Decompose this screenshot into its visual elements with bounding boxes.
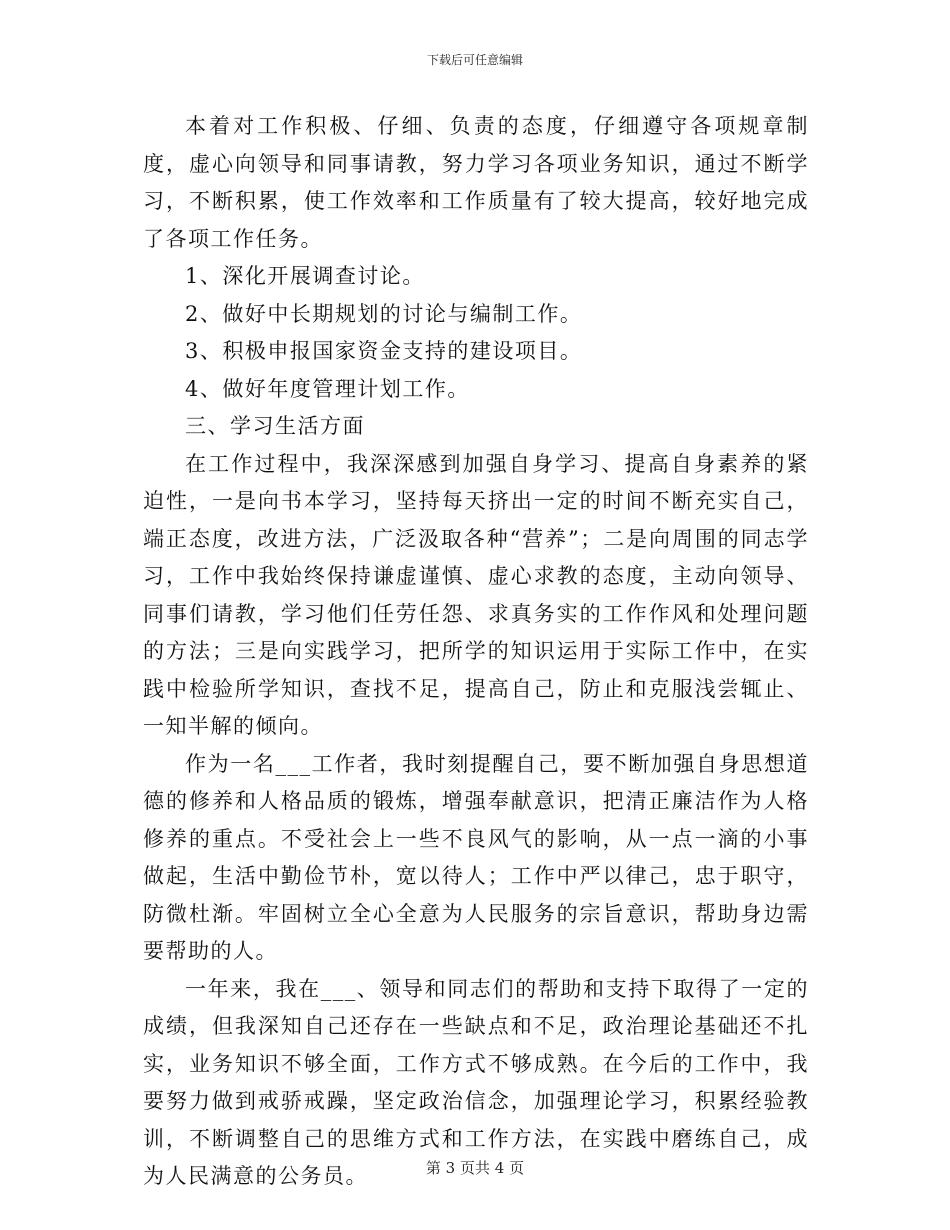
document-body — [143, 108, 809, 1196]
paragraph-ethics: 作为一名___工作者，我时刻提醒自己，要不断加强自身思想道德的修养和人格品质的锻炼，增强奉献意识，把清正廉洁作为人格修养的重点。不受社会上一些不良风气的影响，从一点一滴的小事做起，生活中勤俭节朴，宽以待人；工作中严以律己，忠于职守，防微杜渐。牢固树立全心全意为人民服务的宗旨意识，帮助身边需要帮助的人。 — [143, 751, 809, 963]
page-number: 第 3 页共 4 页 — [425, 1159, 525, 1177]
paragraph-study: 在工作过程中，我深深感到加强自身学习、提高自身素养的紧迫性，一是向书本学习，坚持每天挤出一定的时间不断充实自己，端正态度，改进方法，广泛汲取各种“营养”；二是向周围的同志学习，工作中我始终保持谦虚谨慎、虚心求教的态度，主动向领导、同事们请教，学习他们任劳任怨、求真务实的工作作风和处理问题的方法；三是向实践学习，把所学的知识运用于实际工作中，在实践中检验所学知识，查找不足，提高自己，防止和克服浅尝辄止、一知半解的倾向。 — [143, 451, 809, 738]
list-item-2: 2、做好中长期规划的讨论与编制工作。 — [185, 301, 583, 326]
page-header: 下载后可任意编辑 — [426, 53, 523, 67]
paragraph-conclusion: 一年来，我在___、领导和同志们的帮助和支持下取得了一定的成绩，但我深知自己还存在一些缺点和不足，政治理论基础还不扎实，业务知识不够全面，工作方式不够成熟。在今后的工作中，我要努力做到戒骄戒躁，坚定政治信念，加强理论学习，积累经验教训，不断调整自己的思维方式和工作方法，在实践中磨练自己，成为人民满意的公务员。 — [143, 976, 809, 1188]
list-item-4: 4、做好年度管理计划工作。 — [185, 376, 470, 401]
list-item-1: 1、深化开展调查讨论。 — [185, 264, 425, 288]
list-item-3: 3、积极申报国家资金支持的建设项目。 — [185, 339, 583, 363]
paragraph-intro: 本着对工作积极、仔细、负责的态度，仔细遵守各项规章制度，虚心向领导和同事请教，努力学习各项业务知识，通过不断学习，不断积累，使工作效率和工作质量有了较大提高，较好地完成了各项工作任务。 — [143, 114, 809, 251]
section-heading: 三、学习生活方面 — [185, 414, 365, 438]
